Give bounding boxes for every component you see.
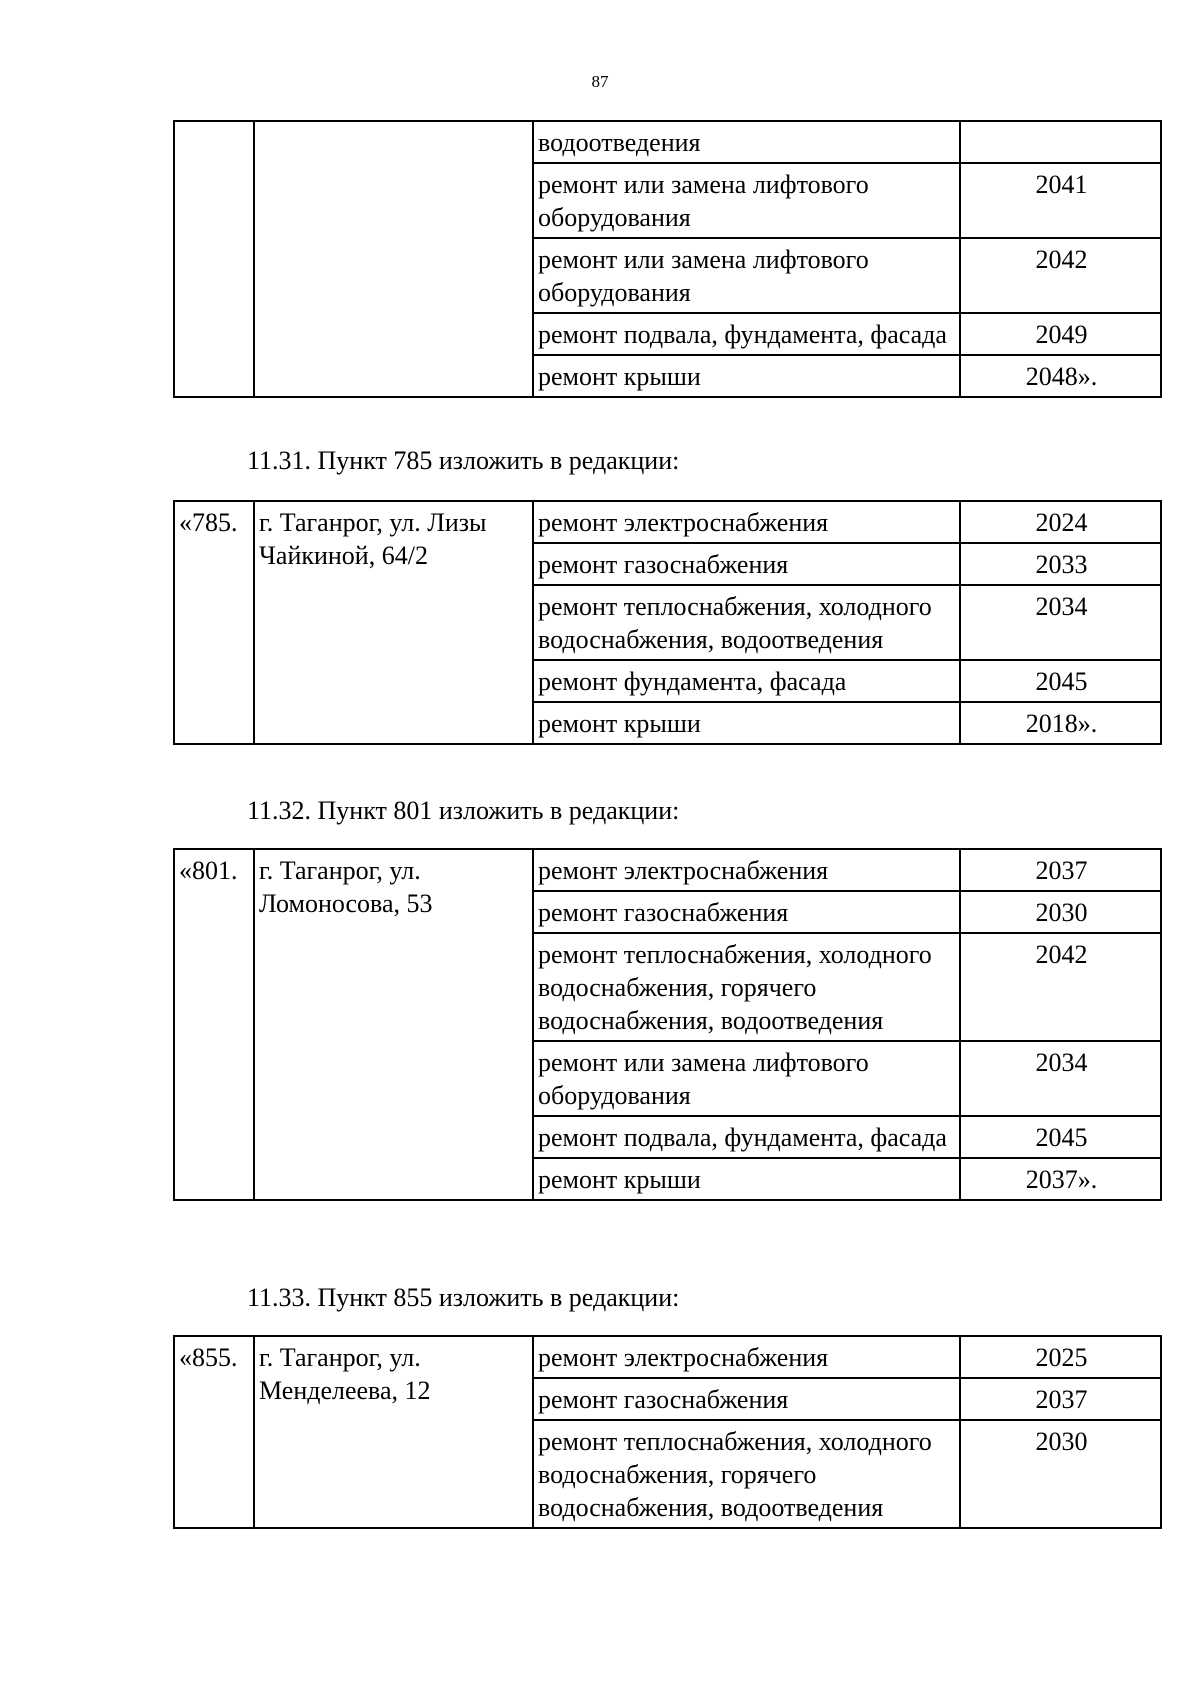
section-table [173, 1335, 1162, 1529]
address-cell [254, 121, 533, 397]
work-cell: ремонт электроснабжения [533, 1336, 960, 1378]
year-cell [960, 121, 1161, 163]
year-cell: 2042 [960, 933, 1161, 1041]
work-cell: ремонт или замена лифтового оборудования [533, 163, 960, 238]
year-cell: 2037 [960, 1378, 1161, 1420]
year-cell: 2030 [960, 1420, 1161, 1528]
continuation-table [173, 120, 1162, 398]
year-cell: 2041 [960, 163, 1161, 238]
year-cell: 2030 [960, 891, 1161, 933]
work-cell: ремонт теплоснабжения, холодного водоснабжения, горячего водоснабжения, водоотведения [533, 933, 960, 1041]
item-number: «801. [174, 849, 254, 1200]
year-cell: 2018». [960, 702, 1161, 744]
work-cell: ремонт теплоснабжения, холодного водоснабжения, горячего водоснабжения, водоотведения [533, 1420, 960, 1528]
work-cell: ремонт электроснабжения [533, 501, 960, 543]
table-row [174, 121, 1161, 163]
work-cell: ремонт или замена лифтового оборудования [533, 1041, 960, 1116]
section-table [173, 848, 1162, 1201]
item-number: «785. [174, 501, 254, 744]
year-cell: 2045 [960, 660, 1161, 702]
work-cell: ремонт газоснабжения [533, 543, 960, 585]
work-cell: ремонт фундамента, фасада [533, 660, 960, 702]
section-heading: 11.33. Пункт 855 изложить в редакции: [247, 1283, 680, 1312]
address-cell: г. Таганрог, ул. Лизы Чайкиной, 64/2 [254, 501, 533, 744]
year-cell: 2037 [960, 849, 1161, 891]
work-cell: ремонт крыши [533, 1158, 960, 1200]
year-cell: 2024 [960, 501, 1161, 543]
table-row [174, 501, 1161, 543]
address-cell: г. Таганрог, ул. Ломоносова, 53 [254, 849, 533, 1200]
table-row [174, 849, 1161, 891]
page-number: 87 [591, 72, 609, 91]
work-cell: ремонт подвала, фундамента, фасада [533, 313, 960, 355]
year-cell: 2033 [960, 543, 1161, 585]
work-cell: ремонт крыши [533, 355, 960, 397]
address-cell: г. Таганрог, ул. Менделеева, 12 [254, 1336, 533, 1528]
work-cell: ремонт газоснабжения [533, 891, 960, 933]
year-cell: 2045 [960, 1116, 1161, 1158]
work-cell: ремонт крыши [533, 702, 960, 744]
work-cell: ремонт подвала, фундамента, фасада [533, 1116, 960, 1158]
item-number: «855. [174, 1336, 254, 1528]
work-cell: водоотведения [533, 121, 960, 163]
year-cell: 2034 [960, 585, 1161, 660]
work-cell: ремонт электроснабжения [533, 849, 960, 891]
year-cell: 2042 [960, 238, 1161, 313]
year-cell: 2034 [960, 1041, 1161, 1116]
year-cell: 2037». [960, 1158, 1161, 1200]
table-row [174, 1336, 1161, 1378]
year-cell: 2048». [960, 355, 1161, 397]
work-cell: ремонт газоснабжения [533, 1378, 960, 1420]
year-cell: 2049 [960, 313, 1161, 355]
section-heading: 11.32. Пункт 801 изложить в редакции: [247, 796, 680, 825]
section-heading: 11.31. Пункт 785 изложить в редакции: [247, 446, 680, 475]
year-cell: 2025 [960, 1336, 1161, 1378]
section-table [173, 500, 1162, 745]
work-cell: ремонт теплоснабжения, холодного водоснабжения, водоотведения [533, 585, 960, 660]
work-cell: ремонт или замена лифтового оборудования [533, 238, 960, 313]
number-cell [174, 121, 254, 397]
